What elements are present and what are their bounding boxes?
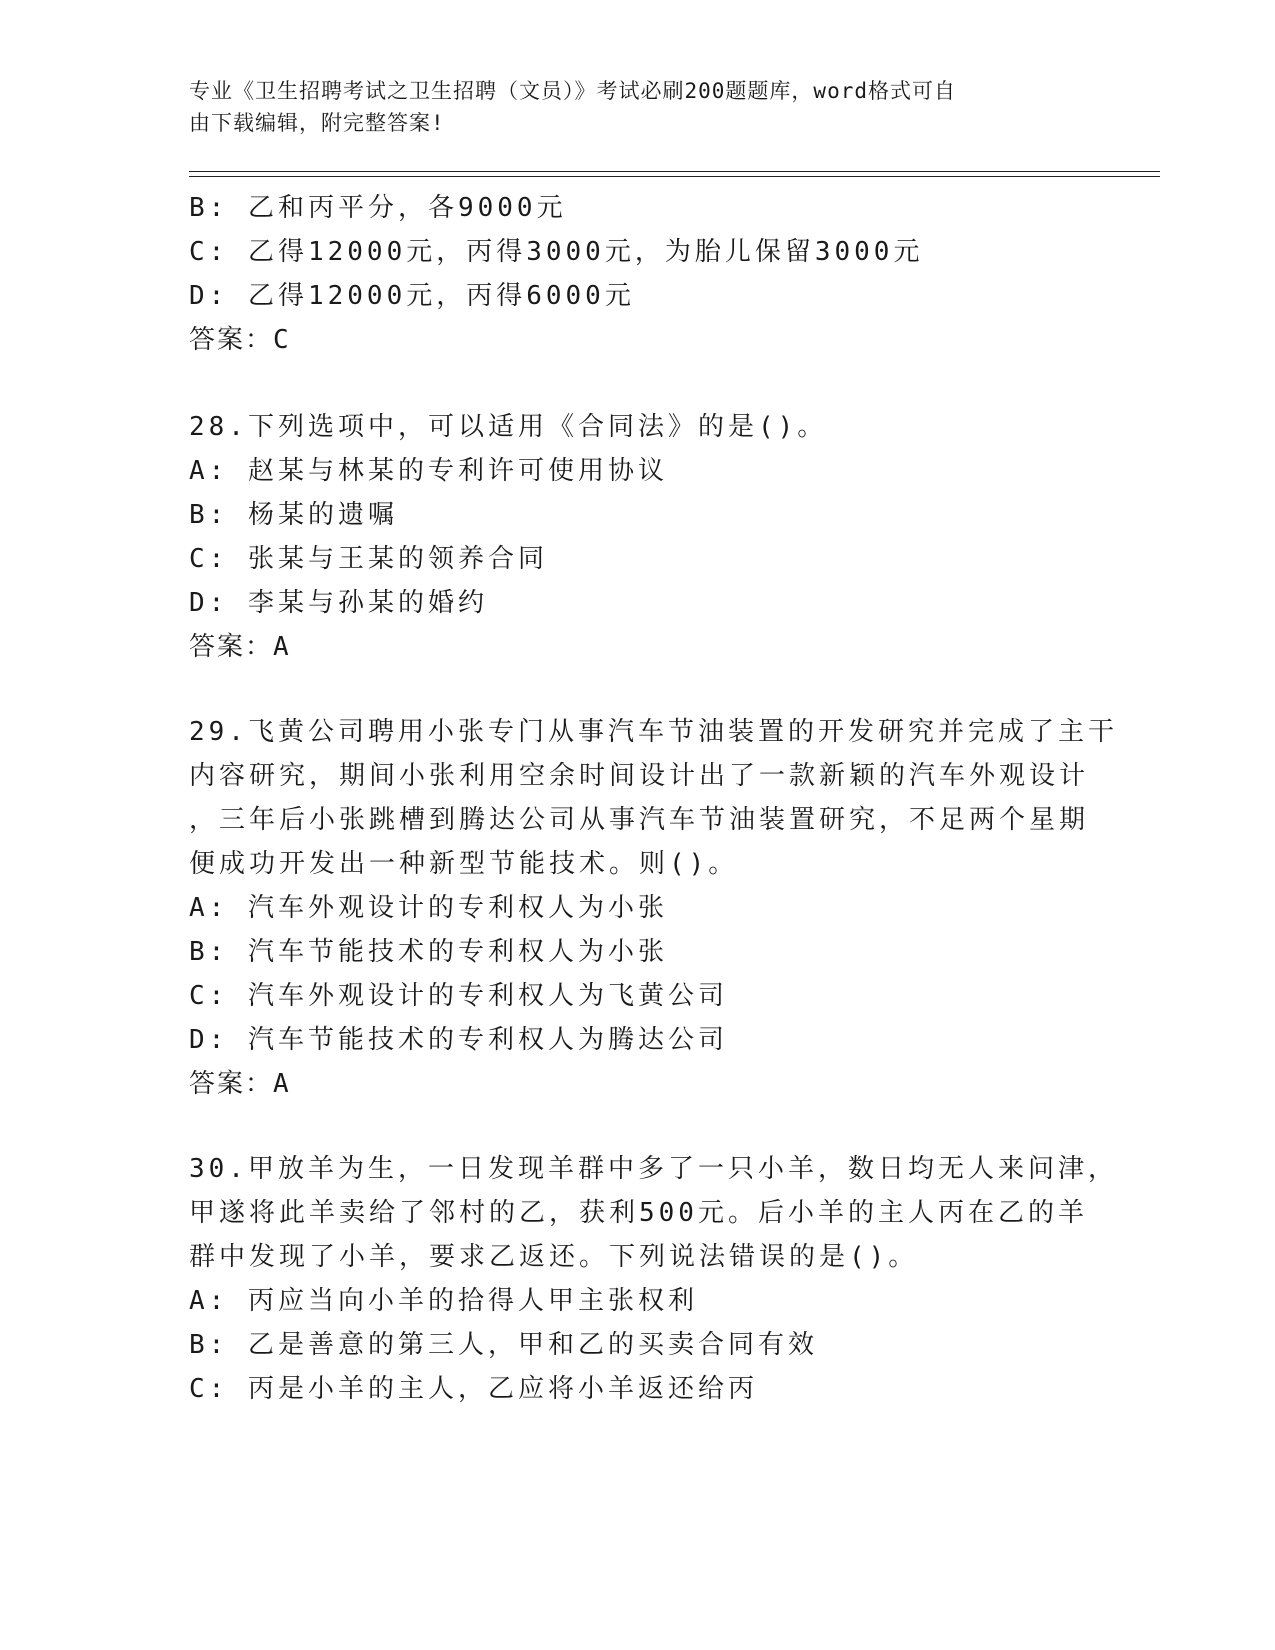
q29-answer: 答案：A bbox=[189, 1069, 291, 1099]
q28-stem: 28.下列选项中，可以适用《合同法》的是()。 bbox=[189, 412, 828, 442]
q29-option-a: A: 汽车外观设计的专利权人为小张 bbox=[189, 893, 668, 923]
q27-option-c: C: 乙得12000元，丙得3000元，为胎儿保留3000元 bbox=[189, 237, 924, 267]
q28-answer: 答案：A bbox=[189, 632, 291, 662]
q30-option-c: C: 丙是小羊的主人，乙应将小羊返还给丙 bbox=[189, 1374, 758, 1404]
header-divider-bottom bbox=[189, 176, 1160, 177]
q28-option-d: D: 李某与孙某的婚约 bbox=[189, 588, 488, 618]
q27-option-b: B: 乙和丙平分，各9000元 bbox=[189, 193, 567, 223]
q29-stem-line-3: ，三年后小张跳槽到腾达公司从事汽车节油装置研究，不足两个星期 bbox=[189, 805, 1090, 835]
document-header-line-1: 专业《卫生招聘考试之卫生招聘（文员）》考试必刷200题题库，word格式可自 bbox=[189, 79, 956, 103]
q28-option-a: A: 赵某与林某的专利许可使用协议 bbox=[189, 456, 668, 486]
q30-option-a: A: 丙应当向小羊的拾得人甲主张权利 bbox=[189, 1286, 698, 1316]
q29-option-b: B: 汽车节能技术的专利权人为小张 bbox=[189, 937, 668, 967]
q27-answer: 答案：C bbox=[189, 325, 291, 355]
q27-option-d: D: 乙得12000元，丙得6000元 bbox=[189, 281, 635, 311]
q29-option-c: C: 汽车外观设计的专利权人为飞黄公司 bbox=[189, 981, 728, 1011]
q29-option-d: D: 汽车节能技术的专利权人为腾达公司 bbox=[189, 1025, 728, 1055]
header-divider-top bbox=[189, 171, 1160, 172]
document-header-line-2: 由下载编辑，附完整答案! bbox=[189, 111, 445, 135]
q29-stem-line-4: 便成功开发出一种新型节能技术。则()。 bbox=[189, 849, 739, 879]
q30-stem-line-3: 群中发现了小羊，要求乙返还。下列说法错误的是()。 bbox=[189, 1242, 919, 1272]
q30-stem-line-2: 甲遂将此羊卖给了邻村的乙，获利500元。后小羊的主人丙在乙的羊 bbox=[189, 1198, 1088, 1228]
q29-stem-line-2: 内容研究，期间小张利用空余时间设计出了一款新颖的汽车外观设计 bbox=[189, 761, 1090, 791]
q30-option-b: B: 乙是善意的第三人，甲和乙的买卖合同有效 bbox=[189, 1330, 818, 1360]
q28-option-c: C: 张某与王某的领养合同 bbox=[189, 544, 548, 574]
q30-stem-line-1: 30.甲放羊为生，一日发现羊群中多了一只小羊，数日均无人来问津， bbox=[189, 1154, 1118, 1184]
q28-option-b: B: 杨某的遗嘱 bbox=[189, 500, 398, 530]
q29-stem-line-1: 29.飞黄公司聘用小张专门从事汽车节油装置的开发研究并完成了主干 bbox=[189, 717, 1118, 747]
